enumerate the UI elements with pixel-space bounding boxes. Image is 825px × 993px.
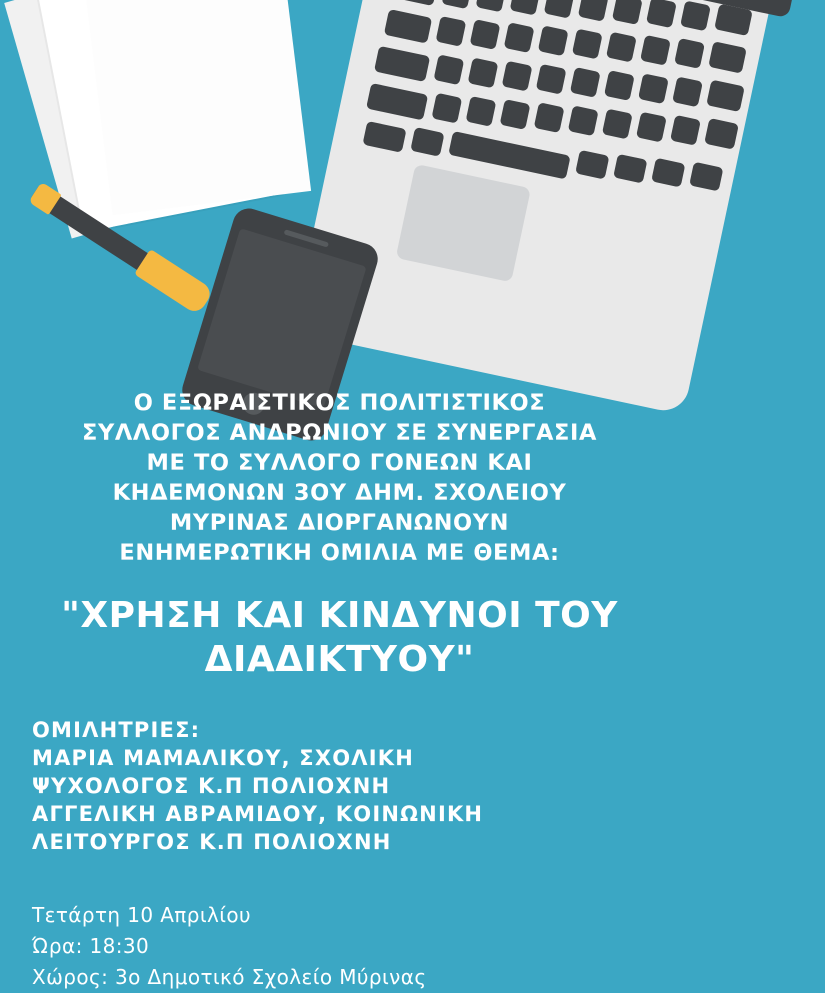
laptop-base (292, 0, 775, 415)
speakers-section (24, 716, 655, 856)
intro-line: Ο ΕΞΩΡΑΙΣΤΙΚΟΣ ΠΟΛΙΤΙΣΤΙΚΟΣ (133, 390, 546, 416)
intro-paragraph (24, 388, 655, 568)
laptop-icon (286, 0, 795, 449)
event-title-line: "ΧΡΗΣΗ ΚΑΙ ΚΙΝΔΥΝΟΙ ΤΟΥ (61, 595, 618, 636)
event-title-line: ΔΙΑΔΙΚΤΥΟΥ" (204, 639, 475, 680)
intro-line: ΣΥΛΛΟΓΟΣ ΑΝΔΡΩΝΙΟΥ ΣΕ ΣΥΝΕΡΓΑΣΙΑ (81, 420, 598, 446)
pen-grip (134, 249, 214, 316)
intro-line: ΜΕ ΤΟ ΣΥΛΛΟΓΟ ΓΟΝΕΩΝ ΚΑΙ (146, 450, 533, 476)
event-date: Τετάρτη 10 Απριλίου (32, 903, 252, 927)
speaker-line: ΛΕΙΤΟΥΡΓΟΣ Κ.Π ΠΟΛΙΟΧΝΗ (32, 830, 392, 854)
intro-line: ΜΥΡΙΝΑΣ ΔΙΟΡΓΑΝΩΝΟΥΝ (169, 510, 510, 536)
speaker-line: ΜΑΡΙΑ ΜΑΜΑΛΙΚΟΥ, ΣΧΟΛΙΚΗ (32, 746, 415, 770)
event-title (24, 594, 655, 682)
intro-line: ΕΝΗΜΕΡΩΤΙΚΗ ΟΜΙΛΙΑ ΜΕ ΘΕΜΑ: (119, 540, 560, 566)
speaker-line: ΑΓΓΕΛΙΚΗ ΑΒΡΑΜΙΔΟΥ, ΚΟΙΝΩΝΙΚΗ (32, 802, 484, 826)
desk-illustration (0, 0, 679, 400)
poster-text (0, 388, 679, 993)
paper-sheet-front (81, 0, 311, 215)
event-details (24, 900, 655, 993)
speaker-line: ΨΥΧΟΛΟΓΟΣ Κ.Π ΠΟΛΙΟΧΝΗ (32, 774, 391, 798)
phone-screen (197, 228, 367, 408)
intro-line: ΚΗΔΕΜΟΝΩΝ 3ΟΥ ΔΗΜ. ΣΧΟΛΕΙΟΥ (112, 480, 567, 506)
event-time: Ώρα: 18:30 (32, 934, 150, 958)
event-venue: Χώρος: 3ο Δημοτικό Σχολείο Μύρινας (32, 965, 427, 989)
speakers-heading: ΟΜΙΛΗΤΡΙΕΣ: (32, 718, 201, 742)
